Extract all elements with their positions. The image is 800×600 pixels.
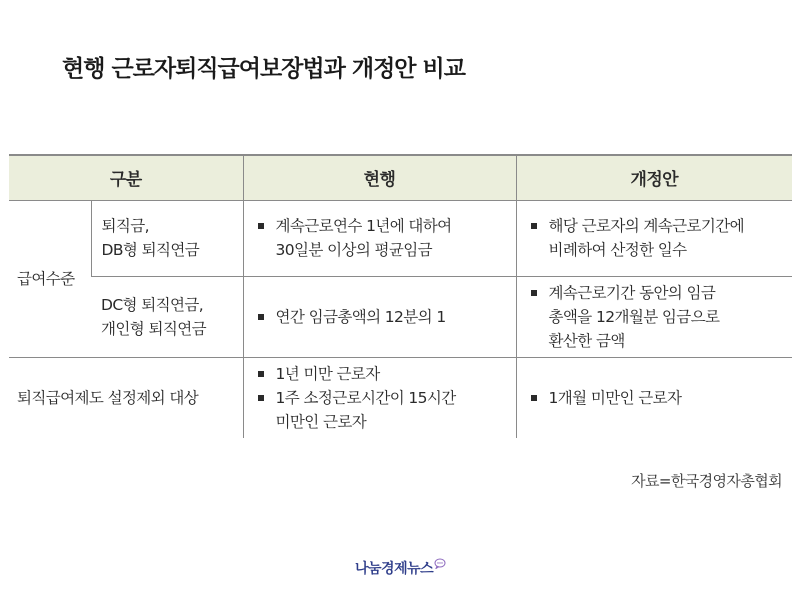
page-title: 현행 근로자퇴직급여보장법과 개정안 비교	[62, 56, 465, 82]
revised-cell	[516, 276, 792, 357]
bullet-item	[525, 281, 785, 353]
header-revised: 개정안	[516, 155, 792, 200]
table-row	[9, 357, 792, 438]
publisher-logo	[355, 558, 446, 578]
current-cell	[243, 357, 516, 438]
row-label	[91, 200, 243, 276]
bullet-line: 1주 소정근로시간이 15시간	[275, 388, 456, 407]
logo-text: 나눔경제뉴스	[355, 561, 434, 577]
current-cell	[243, 276, 516, 357]
bullet-line: 미만인 근로자	[275, 412, 367, 431]
bullet-line: 환산한 금액	[548, 331, 625, 350]
bullet-item	[252, 386, 508, 434]
header-current: 현행	[243, 155, 516, 200]
row-label-line: DC형 퇴직연금,	[101, 295, 204, 314]
speech-bubble-icon	[434, 554, 446, 573]
bullet-item	[252, 362, 508, 386]
table-header-row	[9, 155, 792, 200]
row-label-line: 개인형 퇴직연금	[101, 319, 206, 338]
bullet-line: 1년 미만 근로자	[275, 364, 380, 383]
bullet-line: 총액을 12개월분 임금으로	[548, 307, 720, 326]
comparison-table	[9, 154, 792, 438]
bullet-line: 해당 근로자의 계속근로기간에	[548, 217, 745, 235]
bullet-line: 계속근로연수 1년에 대하여	[275, 217, 452, 235]
table-row	[9, 200, 792, 276]
bullet-line: 30일분 이상의 평균임금	[275, 241, 433, 259]
row-label-line: 퇴직금,	[101, 217, 149, 235]
bullet-item	[252, 214, 508, 262]
bullet-item	[525, 214, 785, 262]
source-note: 자료=한국경영자총협회	[631, 472, 782, 490]
row-label-line: DB형 퇴직연금	[101, 241, 200, 259]
revised-cell	[516, 200, 792, 276]
header-category: 구분	[9, 155, 243, 200]
bullet-item	[525, 386, 785, 410]
current-cell	[243, 200, 516, 276]
bullet-line: 연간 임금총액의 12분의 1	[275, 307, 446, 326]
bullet-item	[252, 305, 508, 329]
bullet-line: 1개월 미만인 근로자	[548, 388, 682, 407]
bullet-line: 비례하여 산정한 일수	[548, 241, 687, 259]
revised-cell	[516, 357, 792, 438]
table-row	[9, 276, 792, 357]
row-label-exclusion: 퇴직급여제도 설정제외 대상	[17, 388, 199, 407]
row-label	[91, 276, 243, 357]
bullet-line: 계속근로기간 동안의 임금	[548, 283, 716, 302]
group-label-benefit-level: 급여수준	[9, 200, 91, 357]
